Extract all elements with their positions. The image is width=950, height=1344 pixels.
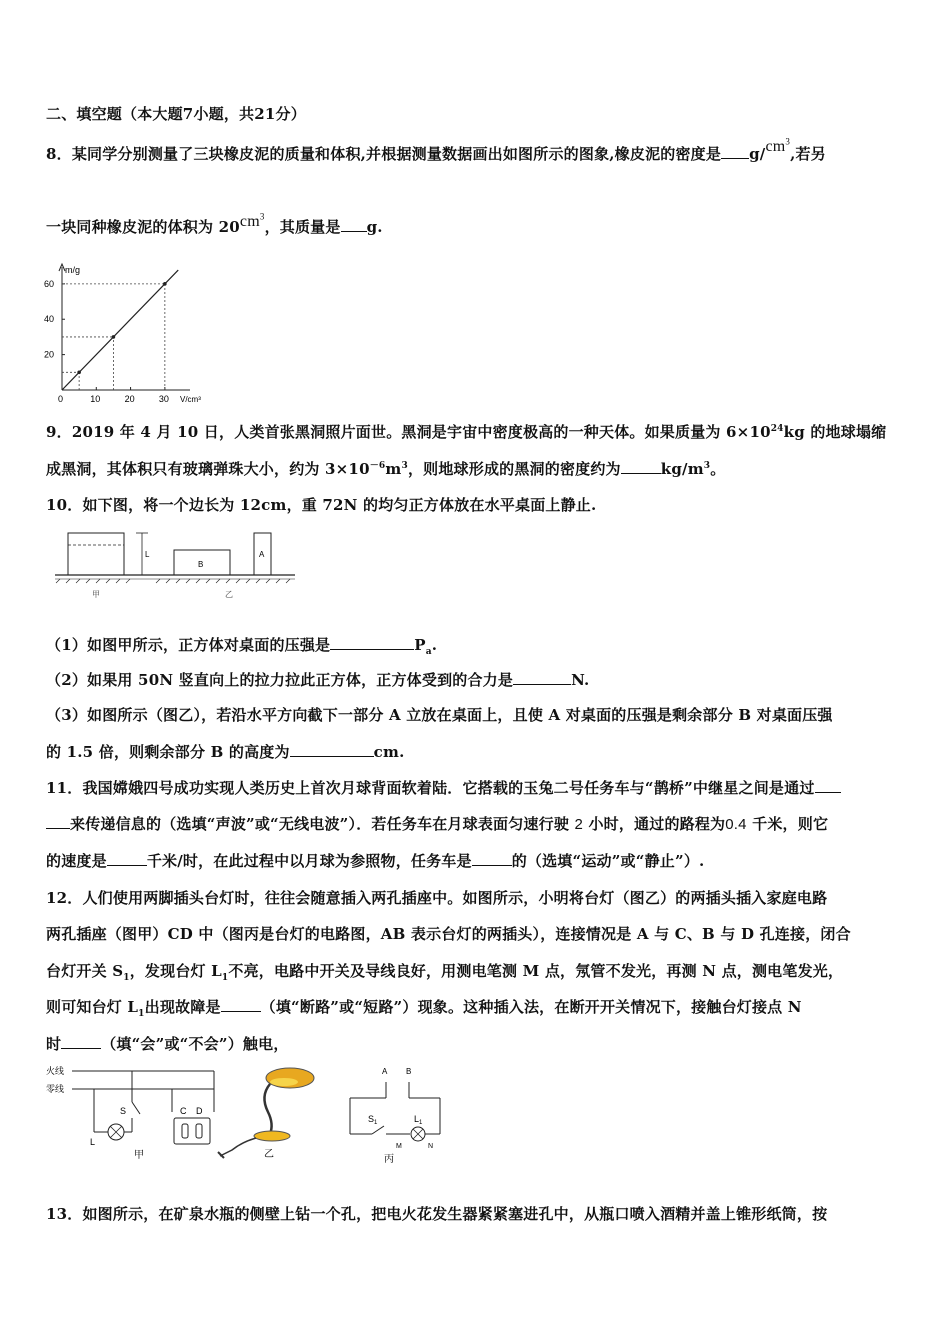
q10-intro: 10．如下图，将一个边长为 12cm，重 72N 的均匀正方体放在水平桌面上静止. — [46, 496, 597, 514]
label-A: A — [382, 1067, 388, 1076]
y-tick-label: 20 — [44, 349, 55, 360]
label-S1: $S_1$ — [368, 1114, 378, 1126]
label-bing: 丙 — [384, 1154, 394, 1164]
data-point — [112, 335, 116, 339]
x-tick-label: 20 — [124, 394, 135, 404]
label-L: L — [145, 550, 150, 559]
answer-blank[interactable] — [513, 670, 571, 685]
label-B: B — [198, 560, 204, 569]
label-A: A — [259, 550, 265, 559]
answer-blank[interactable] — [721, 144, 749, 159]
q12-line5: 时 （填“会”或“不会”）触电， — [46, 1035, 289, 1053]
lamp-circuit-diagram — [344, 1064, 454, 1164]
section-title: 二、填空题（本大题7小题，共21分） — [46, 105, 306, 123]
label-M: M — [396, 1143, 402, 1150]
y-axis-label: m/g — [65, 265, 81, 275]
switch-S1 — [372, 1126, 384, 1134]
y-tick-label: 60 — [44, 278, 55, 289]
answer-blank[interactable] — [290, 742, 374, 757]
label-lingxian: 零线 — [46, 1084, 65, 1094]
answer-blank[interactable] — [61, 1034, 101, 1049]
x-tick-label: 30 — [158, 394, 169, 404]
data-point — [77, 371, 81, 375]
q11-line1: 11．我国嫦娥四号成功实现人类历史上首次月球背面软着陆．它搭载的玉兔二号任务车与“鹊桥”中继星之间是通过 — [46, 777, 841, 798]
cube-figure — [50, 525, 300, 605]
cube-jia — [68, 533, 124, 575]
mass-volume-chart — [40, 260, 220, 408]
q11-line3: 的速度是 千米/时，在此过程中以月球为参照物，任务车是 的（选填“运动”或“静止”）. — [46, 852, 705, 870]
q10-part3-line1: （3）如图所示（图乙），若沿水平方向截下一部分 A 立放在桌面上，且使 A 对桌面的压强是剩余部分 B 对桌面压强 — [46, 706, 833, 724]
lamp-base-icon — [254, 1131, 290, 1141]
switch-S — [132, 1102, 140, 1114]
origin-label: 0 — [58, 394, 64, 404]
label-C: C — [180, 1106, 187, 1116]
answer-blank[interactable] — [815, 778, 841, 793]
label-S: S — [120, 1106, 127, 1116]
answer-blank[interactable] — [472, 851, 512, 866]
answer-blank[interactable] — [46, 814, 70, 829]
desk-lamp-figure — [212, 1062, 332, 1162]
x-tick-label: 10 — [90, 394, 101, 404]
label-B: B — [406, 1067, 412, 1076]
label-N: N — [428, 1143, 434, 1150]
q8-line1: 8．某同学分别测量了三块橡皮泥的质量和体积,并根据测量数据画出如图所示的图象,橡皮泥的密度是 $g/cm^3$,若另 — [46, 136, 826, 163]
label-jia: 甲 — [134, 1150, 144, 1161]
q12-line1: 12．人们使用两脚插头台灯时，往往会随意插入两孔插座中。如图所示，小明将台灯（图乙）的两插头插入家庭电路 — [46, 889, 828, 907]
q10-part2: （2）如果用 50N 竖直向上的拉力拉此正方体，正方体受到的合力是 N. — [46, 671, 590, 689]
answer-blank[interactable] — [330, 635, 414, 650]
label-jia: 甲 — [92, 590, 100, 599]
q13-line1: 13．如图所示，在矿泉水瓶的侧壁上钻一个孔，把电火花发生器紧紧塞进孔中，从瓶口喷入酒精并盖上锥形纸筒，按 — [46, 1205, 828, 1223]
q10-part3-line2: 的 1.5 倍，则剩余部分 B 的高度为 cm. — [46, 743, 405, 761]
label-L: L — [90, 1137, 96, 1147]
q10-part1: （1）如图甲所示，正方体对桌面的压强是 $P_a$. — [46, 636, 438, 657]
label-L1: $L_1$ — [414, 1114, 423, 1126]
answer-blank[interactable] — [107, 851, 147, 866]
answer-blank[interactable] — [221, 997, 261, 1012]
q12-line3: 台灯开关 $S_1$，发现台灯 $L_1$不亮，电路中开关及导线良好，用测电笔测 M 点，氖管不发光，再测 N 点，测电笔发光， — [46, 962, 844, 983]
q9-line1: 9．2019 年 4 月 10 日，人类首张黑洞照片面世。黑洞是宇宙中密度极高的一种天体。如果质量为 $6\times 10^{24}kg$ 的地球塌缩 — [46, 423, 887, 441]
q9-line2: 成黑洞，其体积只有玻璃弹珠大小，约为 $3\times 10^{-6}m^3$，则地球形成的黑洞的密度约为 $kg/m^3$。 — [46, 460, 726, 478]
q8-line2: 一块同种橡皮泥的体积为 $20cm^3$，其质量是 g. — [46, 211, 383, 236]
x-axis-label: V/cm³ — [180, 395, 201, 404]
label-huoxian: 火线 — [46, 1066, 65, 1076]
label-yi: 乙 — [264, 1149, 274, 1160]
answer-blank[interactable] — [621, 459, 661, 474]
q12-line2: 两孔插座（图甲）CD 中（图丙是台灯的电路图，AB 表示台灯的两插头），连接情况是 A 与 C、B 与 D 孔连接，闭合 — [46, 925, 851, 943]
q11-line2: 来传递信息的（选填“声波”或“无线电波”）．若任务车在月球表面匀速行驶 2 小时，通过的路程为0.4 千米，则它 — [46, 813, 828, 834]
label-yi: 乙 — [225, 590, 233, 599]
socket-icon — [174, 1118, 210, 1144]
household-circuit-figure — [44, 1062, 224, 1162]
label-D: D — [196, 1106, 203, 1116]
answer-blank[interactable] — [341, 217, 367, 232]
y-tick-label: 40 — [44, 314, 55, 325]
q12-line4: 则可知台灯 $L_1$出现故障是 （填“断路”或“短路”）现象。这种插入法，在断开开关情况下，接触台灯接点 N — [46, 998, 802, 1019]
data-point — [163, 282, 167, 286]
